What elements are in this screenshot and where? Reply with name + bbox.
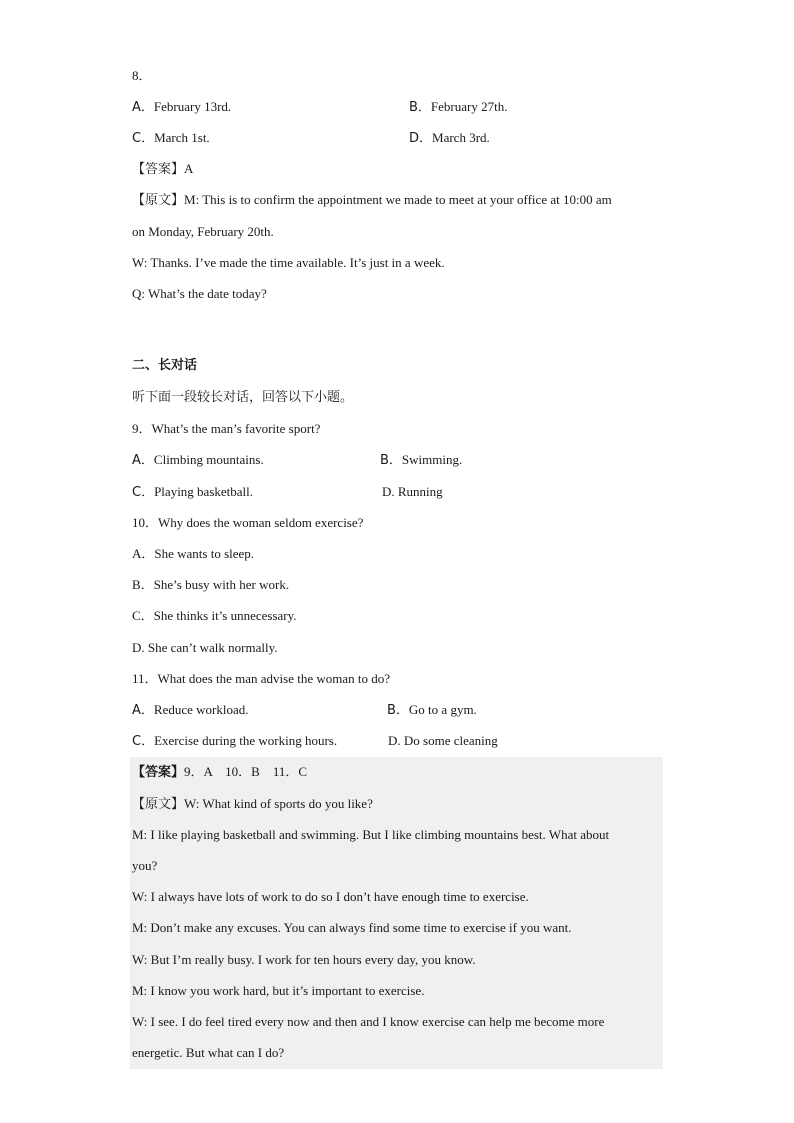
answer-value: A — [184, 161, 194, 176]
option-text: March 3rd. — [432, 130, 490, 145]
question-11: 11．What does the man advise the woman to do? — [132, 671, 391, 686]
option-text: Reduce workload. — [153, 702, 249, 717]
transcript-label: 【原文】 — [132, 797, 185, 812]
option-text: February 27th. — [430, 99, 508, 114]
option-text: Swimming. — [401, 452, 463, 467]
option-letter: B． — [409, 100, 431, 115]
q10-option-d: D. She can’t walk normally. — [132, 640, 278, 655]
transcript-text: M: This is to confirm the appointment we made to meet at your office at 10:00 am — [184, 192, 612, 207]
q8-option-a — [132, 99, 231, 116]
transcript-line: you? — [132, 858, 158, 873]
transcript-line: M: Don’t make any excuses. You can always find some time to exercise if you want. — [132, 920, 572, 935]
transcript-line — [132, 796, 373, 813]
q8-transcript-line-4: Q: What’s the date today? — [132, 286, 267, 301]
q8-transcript-line-2: on Monday, February 20th. — [132, 224, 274, 239]
transcript-line: energetic. But what can I do? — [132, 1045, 285, 1060]
option-letter: D． — [409, 131, 433, 146]
option-text: February 13rd. — [153, 99, 232, 114]
option-letter: A． — [132, 453, 154, 468]
q8-option-c — [132, 130, 210, 147]
transcript-label: 【原文】 — [132, 193, 185, 208]
question-8-number: 8． — [132, 68, 152, 83]
q11-option-d — [388, 733, 498, 749]
q8-transcript-line-3: W: Thanks. I’ve made the time available. It’s just in a week. — [132, 255, 445, 270]
transcript-line: W: But I’m really busy. I work for ten hours every day, you know. — [132, 952, 476, 967]
q10-option-a: A．She wants to sleep. — [132, 546, 255, 561]
option-text: Exercise during the working hours. — [154, 733, 338, 748]
answers-9-11 — [132, 764, 307, 781]
option-letter: A． — [132, 100, 154, 115]
option-text: Climbing mountains. — [153, 452, 264, 467]
option-letter: B． — [387, 703, 409, 718]
q8-option-b — [409, 99, 507, 116]
q8-transcript-line-1 — [132, 192, 661, 209]
transcript-line — [132, 827, 661, 843]
answer-values: 9．A 10．B 11．C — [184, 764, 308, 779]
transcript-line: W: I see. I do feel tired every now and then and I know exercise can help me become more — [132, 1014, 605, 1029]
q8-answer — [132, 161, 193, 178]
option-text: D. Do some cleaning — [388, 733, 498, 748]
q11-option-a — [132, 702, 249, 719]
section-instruction: 听下面一段较长对话，回答以下小题。 — [132, 390, 354, 405]
answer-label: 【答案】 — [132, 162, 185, 177]
q9-option-c — [132, 484, 253, 501]
question-9: 9．What’s the man’s favorite sport? — [132, 421, 321, 436]
option-text: Go to a gym. — [408, 702, 477, 717]
answer-label: 【答案】 — [132, 765, 185, 780]
option-letter: B． — [380, 453, 402, 468]
option-text: Playing basketball. — [154, 484, 254, 499]
q9-option-a — [132, 452, 264, 469]
q10-option-b: B．She’s busy with her work. — [132, 577, 290, 592]
option-letter: C． — [132, 734, 155, 749]
option-letter: C． — [132, 485, 155, 500]
option-text: March 1st. — [154, 130, 210, 145]
question-10: 10．Why does the woman seldom exercise? — [132, 515, 364, 530]
transcript-text: W: What kind of sports do you like? — [184, 796, 373, 811]
option-text: D. Running — [382, 484, 443, 499]
q11-option-c — [132, 733, 337, 750]
transcript-line: M: I know you work hard, but it’s important to exercise. — [132, 983, 425, 998]
q9-option-b — [380, 452, 462, 469]
q9-option-d — [382, 484, 443, 500]
transcript-line: W: I always have lots of work to do so I don’t have enough time to exercise. — [132, 889, 529, 904]
q10-option-c: C．She thinks it’s unnecessary. — [132, 608, 297, 623]
q8-option-d — [409, 130, 490, 147]
q11-option-b — [387, 702, 477, 719]
option-letter: A． — [132, 703, 154, 718]
option-letter: C． — [132, 131, 155, 146]
section-heading: 二、长对话 — [132, 358, 198, 373]
transcript-text: M: I like playing basketball and swimming. But I like climbing mountains best. What about — [132, 827, 610, 842]
